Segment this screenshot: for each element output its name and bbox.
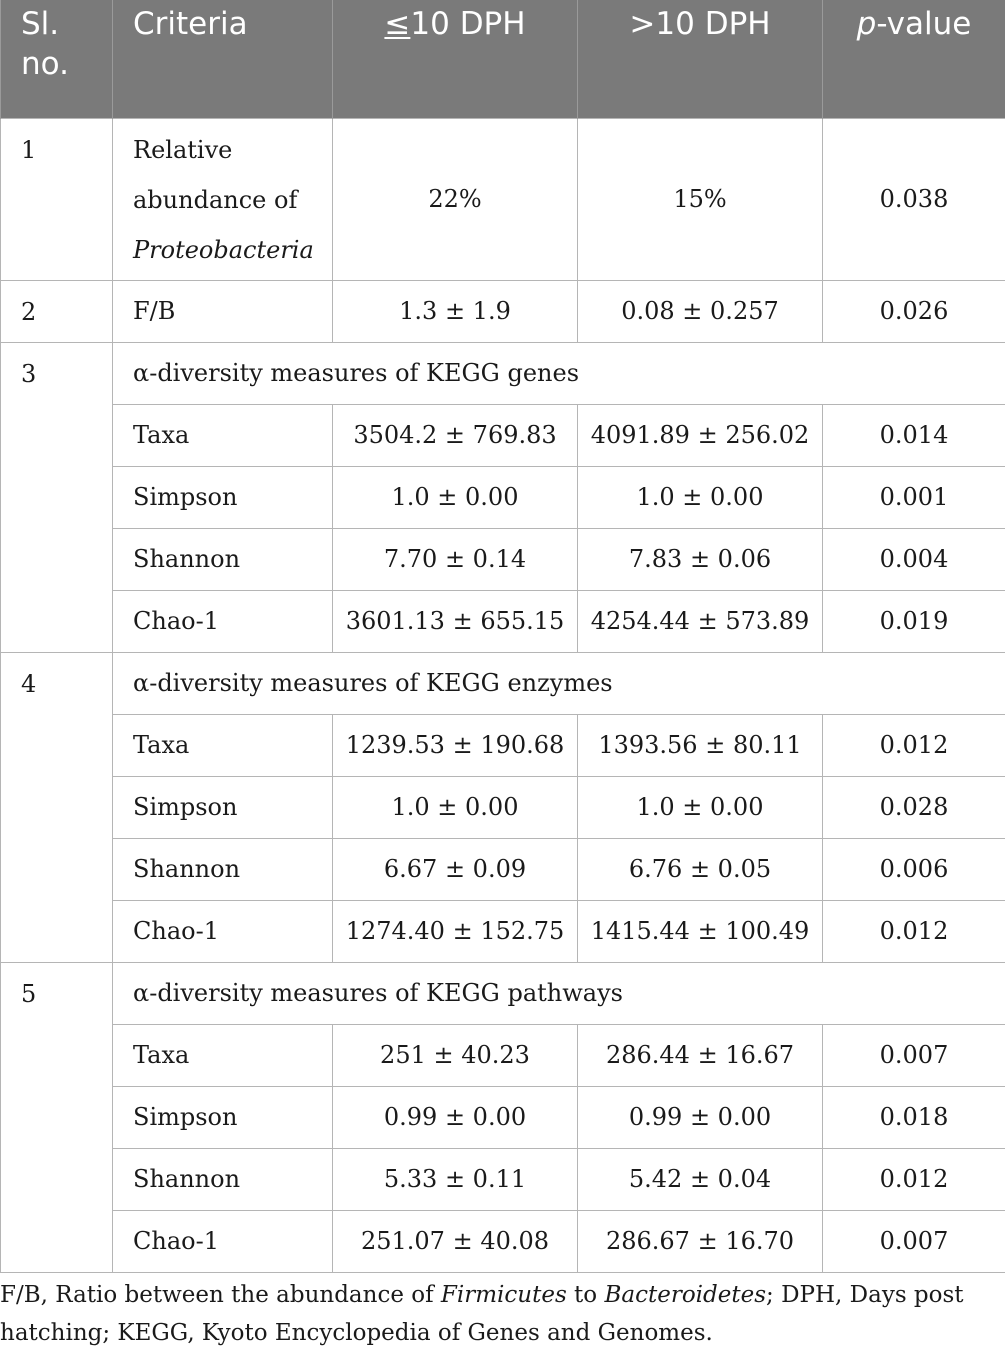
table-row xyxy=(1,466,1005,528)
le10-cell: 22% xyxy=(333,118,578,280)
pvalue-cell: 0.038 xyxy=(823,118,1005,280)
pvalue-cell: 0.014 xyxy=(823,404,1005,466)
pvalue-rest: -value xyxy=(876,6,972,42)
gt10-cell: 15% xyxy=(578,118,823,280)
le10-cell: 0.99 ± 0.00 xyxy=(333,1086,578,1148)
criteria-cell xyxy=(113,118,333,280)
measure-label-cell: Simpson xyxy=(113,466,333,528)
le10-cell: 1.3 ± 1.9 xyxy=(333,280,578,342)
measure-label-cell: Chao-1 xyxy=(113,1210,333,1272)
header-slno: Sl. no. xyxy=(1,0,113,118)
table-row xyxy=(1,900,1005,962)
pvalue-cell: 0.004 xyxy=(823,528,1005,590)
measure-label-cell: Simpson xyxy=(113,1086,333,1148)
pvalue-italic: p xyxy=(856,6,877,42)
pvalue-cell: 0.007 xyxy=(823,1024,1005,1086)
table-row xyxy=(1,1086,1005,1148)
table-row xyxy=(1,280,1005,342)
table-row xyxy=(1,838,1005,900)
criteria-cell: F/B xyxy=(113,280,333,342)
le10-cell: 3601.13 ± 655.15 xyxy=(333,590,578,652)
le10-cell: 5.33 ± 0.11 xyxy=(333,1148,578,1210)
table-row xyxy=(1,1210,1005,1272)
criteria-line: abundance of xyxy=(133,185,298,214)
table-row xyxy=(1,528,1005,590)
slno-cell: 4 xyxy=(1,652,113,962)
slno-cell: 3 xyxy=(1,342,113,652)
slno-cell: 5 xyxy=(1,962,113,1272)
header-le10 xyxy=(333,0,578,118)
pvalue-cell: 0.012 xyxy=(823,900,1005,962)
measure-label-cell: Shannon xyxy=(113,1148,333,1210)
le10-cell: 7.70 ± 0.14 xyxy=(333,528,578,590)
le10-cell: 1.0 ± 0.00 xyxy=(333,776,578,838)
pvalue-cell: 0.026 xyxy=(823,280,1005,342)
footnote-text: F/B, Ratio between the abundance of xyxy=(0,1282,441,1308)
gt10-cell: 4091.89 ± 256.02 xyxy=(578,404,823,466)
le10-cell: 251 ± 40.23 xyxy=(333,1024,578,1086)
measure-label-cell: Taxa xyxy=(113,1024,333,1086)
pvalue-cell: 0.028 xyxy=(823,776,1005,838)
pvalue-cell: 0.012 xyxy=(823,1148,1005,1210)
footnote-bacteroidetes: Bacteroidetes xyxy=(604,1282,767,1308)
gt10-cell: 286.44 ± 16.67 xyxy=(578,1024,823,1086)
pvalue-cell: 0.012 xyxy=(823,714,1005,776)
footnote-text: ; DPH, Days post hatching; KEGG, Kyoto Encyclopedia of Genes and Genomes. xyxy=(0,1282,964,1346)
pvalue-cell: 0.006 xyxy=(823,838,1005,900)
table-row xyxy=(1,404,1005,466)
le10-cell: 6.67 ± 0.09 xyxy=(333,838,578,900)
header-pvalue xyxy=(823,0,1005,118)
gt10-cell: 4254.44 ± 573.89 xyxy=(578,590,823,652)
table-row xyxy=(1,1024,1005,1086)
criteria-line-italic: Proteobacteria xyxy=(133,235,314,264)
group-title-cell: α-diversity measures of KEGG genes xyxy=(113,342,1005,404)
gt10-cell: 1.0 ± 0.00 xyxy=(578,776,823,838)
pvalue-cell: 0.019 xyxy=(823,590,1005,652)
gt10-cell: 6.76 ± 0.05 xyxy=(578,838,823,900)
gt10-cell: 1.0 ± 0.00 xyxy=(578,466,823,528)
le10-cell: 3504.2 ± 769.83 xyxy=(333,404,578,466)
le10-cell: 1274.40 ± 152.75 xyxy=(333,900,578,962)
gt10-cell: 1393.56 ± 80.11 xyxy=(578,714,823,776)
le10-cell: 251.07 ± 40.08 xyxy=(333,1210,578,1272)
pvalue-cell: 0.001 xyxy=(823,466,1005,528)
table-row xyxy=(1,118,1005,280)
measure-label-cell: Simpson xyxy=(113,776,333,838)
le10-text: 10 DPH xyxy=(410,6,526,42)
gt10-cell: 0.08 ± 0.257 xyxy=(578,280,823,342)
gt10-cell: 7.83 ± 0.06 xyxy=(578,528,823,590)
measure-label-cell: Taxa xyxy=(113,404,333,466)
measure-label-cell: Chao-1 xyxy=(113,900,333,962)
measure-label-cell: Shannon xyxy=(113,528,333,590)
footnote-firmicutes: Firmicutes xyxy=(440,1282,567,1308)
footnote-text: to xyxy=(566,1282,605,1308)
measure-label-cell: Shannon xyxy=(113,838,333,900)
header-criteria: Criteria xyxy=(113,0,333,118)
slno-cell: 2 xyxy=(1,280,113,342)
criteria-line: Relative xyxy=(133,135,233,164)
table-row xyxy=(1,776,1005,838)
table-footnote xyxy=(0,1276,1005,1352)
measure-label-cell: Chao-1 xyxy=(113,590,333,652)
pvalue-cell: 0.018 xyxy=(823,1086,1005,1148)
header-gt10: >10 DPH xyxy=(578,0,823,118)
group-title-cell: α-diversity measures of KEGG enzymes xyxy=(113,652,1005,714)
group-title-cell: α-diversity measures of KEGG pathways xyxy=(113,962,1005,1024)
table-row xyxy=(1,1148,1005,1210)
slno-cell: 1 xyxy=(1,118,113,280)
gt10-cell: 286.67 ± 16.70 xyxy=(578,1210,823,1272)
gt10-cell: 1415.44 ± 100.49 xyxy=(578,900,823,962)
pvalue-cell: 0.007 xyxy=(823,1210,1005,1272)
le10-cell: 1.0 ± 0.00 xyxy=(333,466,578,528)
gt10-cell: 0.99 ± 0.00 xyxy=(578,1086,823,1148)
group-header-row xyxy=(1,962,1005,1024)
le10-cell: 1239.53 ± 190.68 xyxy=(333,714,578,776)
gt10-cell: 5.42 ± 0.04 xyxy=(578,1148,823,1210)
measure-label-cell: Taxa xyxy=(113,714,333,776)
table-row xyxy=(1,590,1005,652)
group-header-row xyxy=(1,652,1005,714)
group-header-row xyxy=(1,342,1005,404)
header-row xyxy=(1,0,1005,118)
table-row xyxy=(1,714,1005,776)
le-symbol: ≤ xyxy=(384,6,411,42)
